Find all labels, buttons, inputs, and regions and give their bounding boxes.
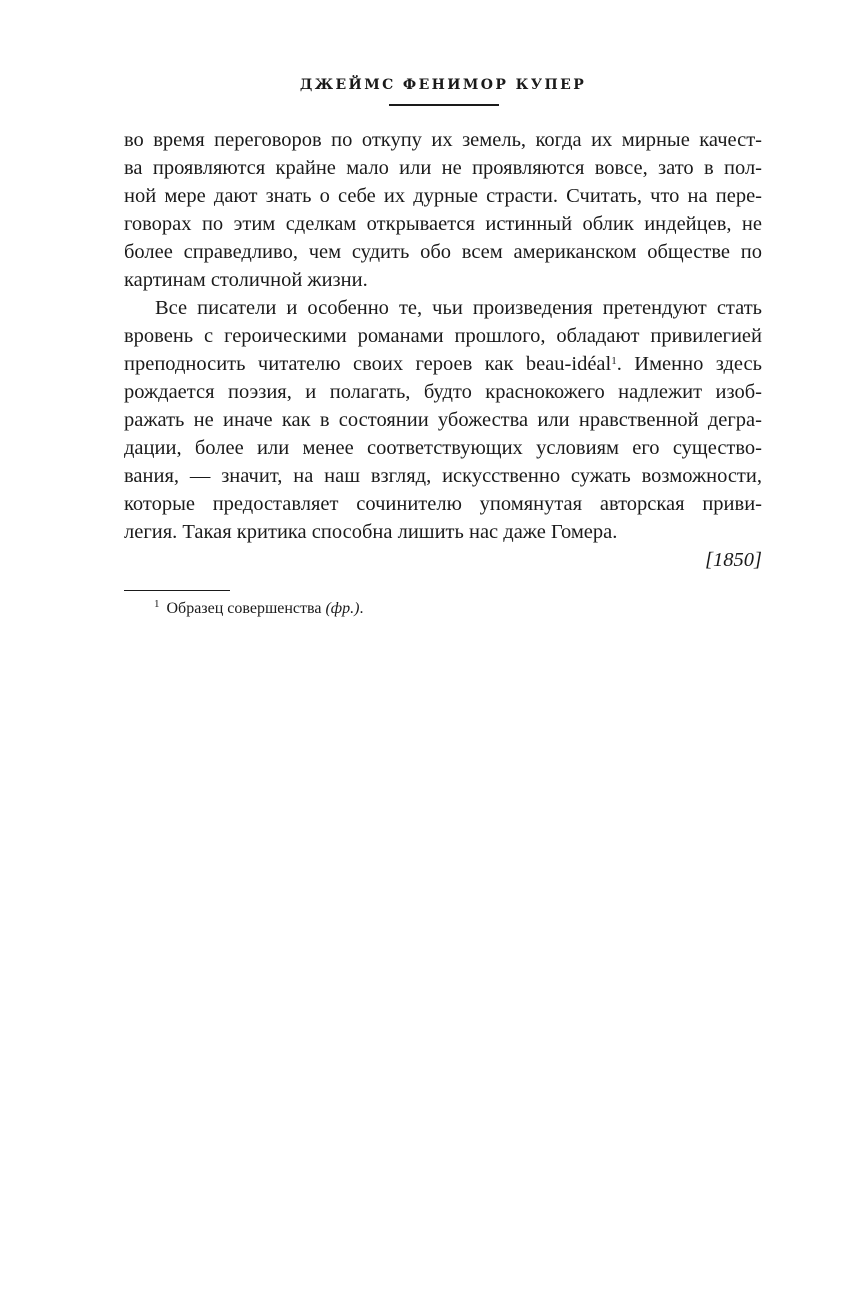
text-line: ной мере дают знать о себе их дурные страсти. Считать, что на пере- [124, 185, 762, 207]
footnote-text: Образец совершенства [166, 600, 326, 617]
text-line: говорах по этим сделкам открывается истинный облик индейцев, не [124, 213, 762, 235]
running-head: ДЖЕЙМС ФЕНИМОР КУПЕР [299, 77, 587, 93]
text-line: вровень с героическими романами прошлого, обладают привилегией [124, 325, 762, 347]
text-line: картинам столичной жизни. [124, 269, 368, 291]
text-line: дации, более или менее соответствующих условиям его существо- [124, 437, 762, 459]
text-line: более справедливо, чем судить обо всем американском обществе по [124, 241, 762, 263]
text-line: рождается поэзия, и полагать, будто краснокожего надлежит изоб- [124, 381, 762, 403]
text-line: во время переговоров по откупу их земель, когда их мирные качест- [124, 129, 762, 151]
footnote-number: 1 [154, 598, 160, 610]
footnote [154, 597, 363, 621]
text-line: легия. Такая критика способна лишить нас даже Гомера. [124, 521, 618, 543]
text-line: которые предоставляет сочинителю упомянутая авторская приви- [124, 493, 762, 515]
text-line: ражать не иначе как в состоянии убожества или нравственной дегра- [124, 409, 762, 431]
text-line [124, 350, 762, 378]
footnote-rule [124, 590, 230, 591]
text-line: вания, — значит, на наш взгляд, искусственно сужать возможности, [124, 465, 762, 487]
text-segment: . Именно здесь [616, 353, 762, 375]
footnote-reference: 1 [611, 355, 617, 367]
footnote-end: . [359, 600, 364, 617]
text-line: Все писатели и особенно те, чьи произведения претендуют стать [155, 297, 762, 319]
text-segment: преподносить читателю своих героев как beau-idéal [124, 353, 612, 375]
footnote-abbreviation: (фр.) [325, 600, 360, 617]
text-line: ва проявляются крайне мало или не проявляются вовсе, зато в пол- [124, 157, 762, 179]
date-signature: [1850] [705, 549, 762, 571]
header-rule [389, 104, 499, 106]
